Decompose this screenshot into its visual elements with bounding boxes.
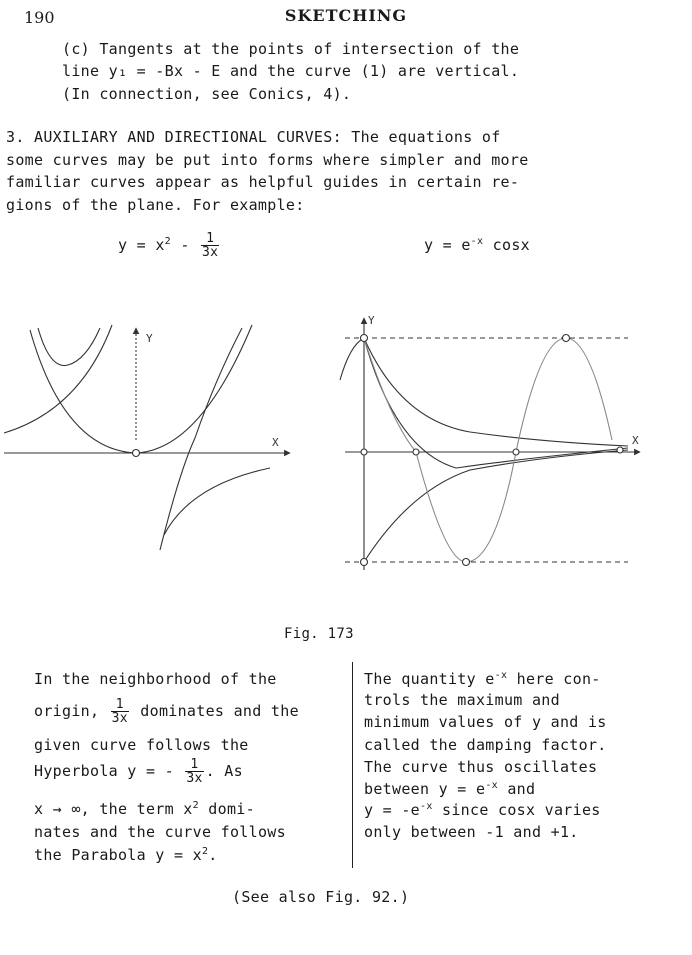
equation-left-exponent: 2	[164, 236, 171, 247]
point-max-2	[563, 335, 570, 342]
left-plot	[4, 325, 290, 550]
exponent: -x	[485, 780, 498, 791]
exponent: -x	[494, 670, 508, 681]
right-col-text: and	[507, 780, 536, 798]
right-col-line-2: trols the maximum and	[364, 691, 560, 709]
point-min	[463, 559, 470, 566]
equation-left	[118, 232, 221, 259]
left-col-fraction	[185, 758, 203, 785]
left-col-text: the Parabola y = x	[34, 846, 202, 864]
right-col-line-1	[364, 670, 601, 688]
equation-left-lhs: y = x	[118, 236, 165, 254]
point-zero-1	[413, 449, 419, 455]
left-col-line-5	[34, 800, 255, 818]
figure-173	[0, 300, 692, 590]
damped-curve	[364, 338, 628, 468]
section-3-line-2: some curves may be put into forms where simpler and more	[6, 151, 529, 169]
point-min-left	[361, 559, 368, 566]
envelope-lower	[364, 450, 628, 562]
right-col-text: since cosx varies	[442, 801, 601, 819]
right-col-line-3: minimum values of y and is	[364, 713, 607, 731]
left-col-line-7	[34, 846, 218, 864]
figure-caption: Fig. 173	[284, 626, 354, 642]
equation-left-minus: -	[180, 236, 190, 254]
right-col-text: here con-	[516, 670, 601, 688]
section-3-line-1: 3. AUXILIARY AND DIRECTIONAL CURVES: The equations of	[6, 128, 501, 146]
left-col-text: Hyperbola y = -	[34, 762, 174, 780]
exponent: 2	[192, 800, 199, 811]
item-c-line-2: line y₁ = -Bx - E and the curve (1) are vertical.	[62, 62, 520, 80]
item-c-line-1: (c) Tangents at the points of intersection of the	[62, 40, 520, 58]
left-col-text: . As	[205, 762, 243, 780]
exponent: -x	[420, 801, 433, 812]
left-origin-point	[133, 450, 140, 457]
left-col-line-3: given curve follows the	[34, 736, 249, 754]
left-col-text: domi-	[208, 800, 255, 818]
equation-right-tail: cosx	[492, 236, 530, 254]
left-col-line-2	[34, 698, 299, 725]
right-col-text: y = -e	[364, 801, 420, 819]
point-max	[361, 335, 368, 342]
equation-right-exponent: -x	[470, 236, 484, 247]
left-col-text: .	[208, 846, 218, 864]
right-col-line-7	[364, 801, 601, 819]
column-divider	[352, 662, 353, 868]
fraction-denominator: 3x	[202, 245, 219, 260]
right-x-label: X	[632, 434, 639, 447]
left-y-label: Y	[146, 332, 153, 345]
right-col-line-5: The curve thus oscillates	[364, 758, 598, 776]
page-number: 190	[24, 8, 55, 27]
curve-upper-branch	[38, 328, 100, 366]
fraction-numerator: 1	[185, 758, 203, 772]
running-head: SKETCHING	[284, 6, 408, 25]
left-col-text: origin,	[34, 702, 100, 720]
cosine-guide	[364, 338, 612, 562]
left-col-line-4	[34, 758, 243, 785]
fraction-denominator: 3x	[111, 711, 128, 726]
point-origin	[361, 449, 367, 455]
curve-left-branch	[4, 325, 112, 433]
point-zero-3	[617, 447, 623, 453]
parabola-guide	[30, 325, 252, 453]
curve-right-branch	[160, 328, 242, 550]
right-col-line-4: called the damping factor.	[364, 736, 607, 754]
equation-left-fraction	[201, 232, 219, 259]
fraction-denominator: 3x	[186, 771, 203, 786]
section-3-line-3: familiar curves appear as helpful guides in certain re-	[6, 173, 520, 191]
left-col-text: x → ∞, the term x	[34, 800, 193, 818]
left-x-label: X	[272, 436, 279, 449]
section-3-line-4: gions of the plane. For example:	[6, 196, 305, 214]
left-col-text: dominates and the	[140, 702, 299, 720]
right-col-text: between y = e	[364, 780, 486, 798]
footer-note: (See also Fig. 92.)	[232, 888, 410, 906]
fraction-numerator: 1	[111, 698, 129, 712]
point-zero-2	[513, 449, 519, 455]
exponent: 2	[201, 846, 209, 857]
right-col-line-8: only between -1 and +1.	[364, 823, 579, 841]
left-col-line-6: nates and the curve follows	[34, 823, 286, 841]
right-plot	[340, 318, 640, 570]
fraction-numerator: 1	[201, 232, 219, 246]
equation-right-lhs: y = e	[424, 236, 471, 254]
left-col-fraction	[111, 698, 129, 725]
right-y-label: Y	[368, 314, 375, 327]
equation-right	[424, 236, 530, 254]
right-col-text: The quantity e	[364, 670, 495, 688]
item-c-line-3: (In connection, see Conics, 4).	[62, 85, 352, 103]
right-col-line-6	[364, 780, 535, 798]
left-col-line-1: In the neighborhood of the	[34, 670, 277, 688]
